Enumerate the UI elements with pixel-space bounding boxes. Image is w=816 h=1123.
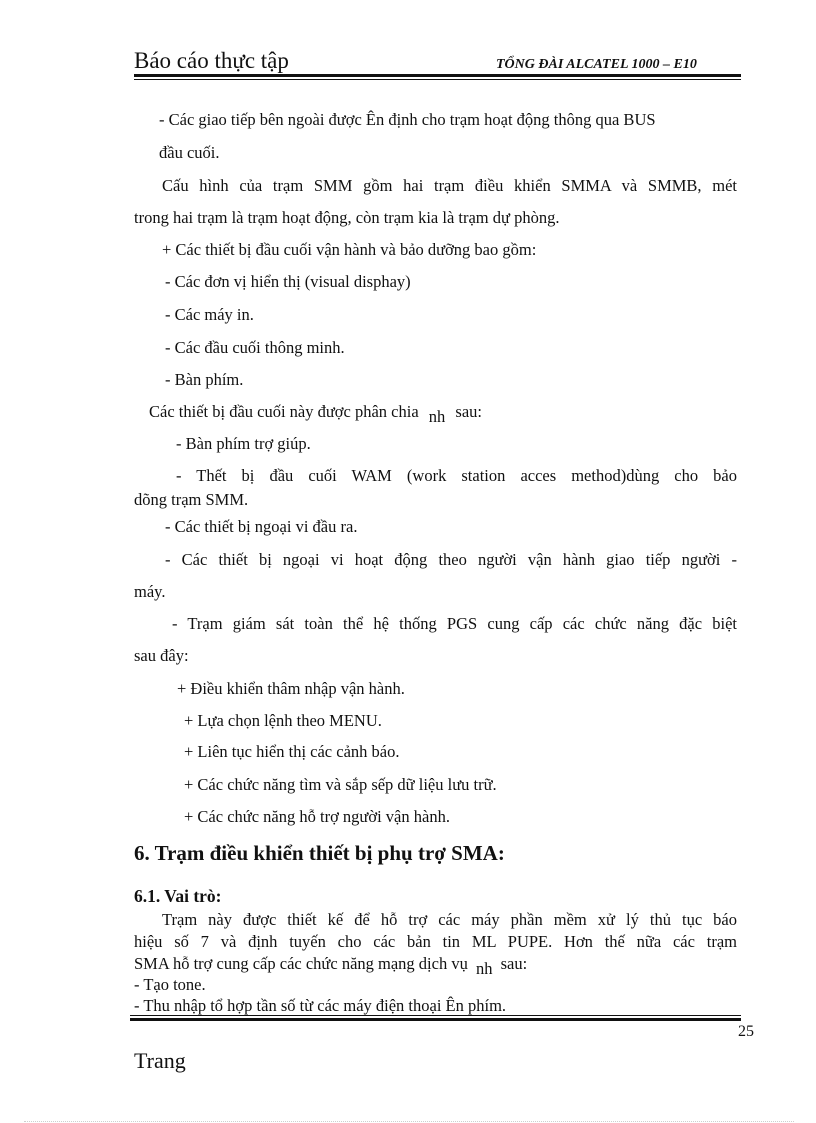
page-bottom-dotted-line <box>24 1121 794 1122</box>
body-line: - Các đơn vị hiển thị (visual disphay) <box>165 272 411 291</box>
footer-rule-thick <box>130 1018 741 1021</box>
body-line: + Điều khiển thâm nhập vận hành. <box>177 679 405 698</box>
header-rule-thin <box>134 79 741 80</box>
section-paragraph-line: Trạm này được thiết kế để hỗ trợ các máy phần mềm xử lý thủ tục báo <box>162 910 737 929</box>
footer-label: Trang <box>134 1048 186 1073</box>
bullet-item: - Tạo tone. <box>134 975 206 994</box>
section-paragraph-line: hiệu số 7 và định tuyến cho các bản tin ML PUPE. Hơn thế nữa các trạm <box>134 932 737 951</box>
body-line: Cấu hình của trạm SMM gồm hai trạm điều khiển SMMA và SMMB, mét <box>162 176 737 195</box>
body-line: + Các chức năng tìm và sắp sếp dữ liệu lưu trữ. <box>184 775 497 794</box>
body-line-text: sau: <box>455 402 483 421</box>
header-rule-thick <box>134 74 741 77</box>
body-line: - Bàn phím trợ giúp. <box>176 434 311 453</box>
ocr-fragment: nh <box>475 959 493 978</box>
body-line: - Các máy in. <box>165 305 254 324</box>
body-line: + Các chức năng hỗ trợ người vận hành. <box>184 807 450 826</box>
body-line: trong hai trạm là trạm hoạt động, còn trạm kia là trạm dự phòng. <box>134 208 560 227</box>
header-title: Báo cáo thực tập <box>134 48 289 73</box>
body-line-text: Các thiết bị đầu cuối này được phân chia <box>149 402 419 421</box>
ocr-fragment: nh <box>428 407 446 426</box>
section-paragraph-line <box>134 954 528 978</box>
body-line: - Các thiết bị ngoại vi đầu ra. <box>165 517 358 536</box>
body-line: + Lựa chọn lệnh theo MENU. <box>184 711 382 730</box>
body-line: - Thết bị đầu cuối WAM (work station acces method)dùng cho bảo <box>176 466 737 485</box>
body-line: - Các thiết bị ngoại vi hoạt động theo người vận hành giao tiếp người - <box>165 550 737 569</box>
body-line: đầu cuối. <box>159 143 220 162</box>
body-line: sau đây: <box>134 646 189 665</box>
page-number: 25 <box>738 1023 754 1040</box>
body-line-text: SMA hỗ trợ cung cấp các chức năng mạng dịch vụ <box>134 954 468 973</box>
section-heading: 6. Trạm điều khiển thiết bị phụ trợ SMA: <box>134 841 505 865</box>
body-line: - Các đầu cuối thông minh. <box>165 338 345 357</box>
body-line: - Bàn phím. <box>165 370 244 389</box>
footer-rule-thin <box>130 1015 741 1016</box>
body-line-text: sau: <box>500 954 528 973</box>
body-line: + Các thiết bị đầu cuối vận hành và bảo dưỡng bao gồm: <box>162 240 537 259</box>
body-line: dõng trạm SMM. <box>134 490 249 509</box>
body-line: - Các giao tiếp bên ngoài được Ên định cho trạm hoạt động thông qua BUS <box>159 110 656 129</box>
header-document-title: TỔNG ĐÀI ALCATEL 1000 – E10 <box>496 57 697 72</box>
body-line: + Liên tục hiển thị các cảnh báo. <box>184 742 400 761</box>
body-line <box>149 402 483 426</box>
body-line: máy. <box>134 582 166 601</box>
bullet-item: - Thu nhập tổ hợp tần số từ các máy điện thoại Ên phím. <box>134 996 507 1015</box>
subsection-heading: 6.1. Vai trò: <box>134 886 222 906</box>
body-line: - Trạm giám sát toàn thể hệ thống PGS cung cấp các chức năng đặc biệt <box>172 614 737 633</box>
